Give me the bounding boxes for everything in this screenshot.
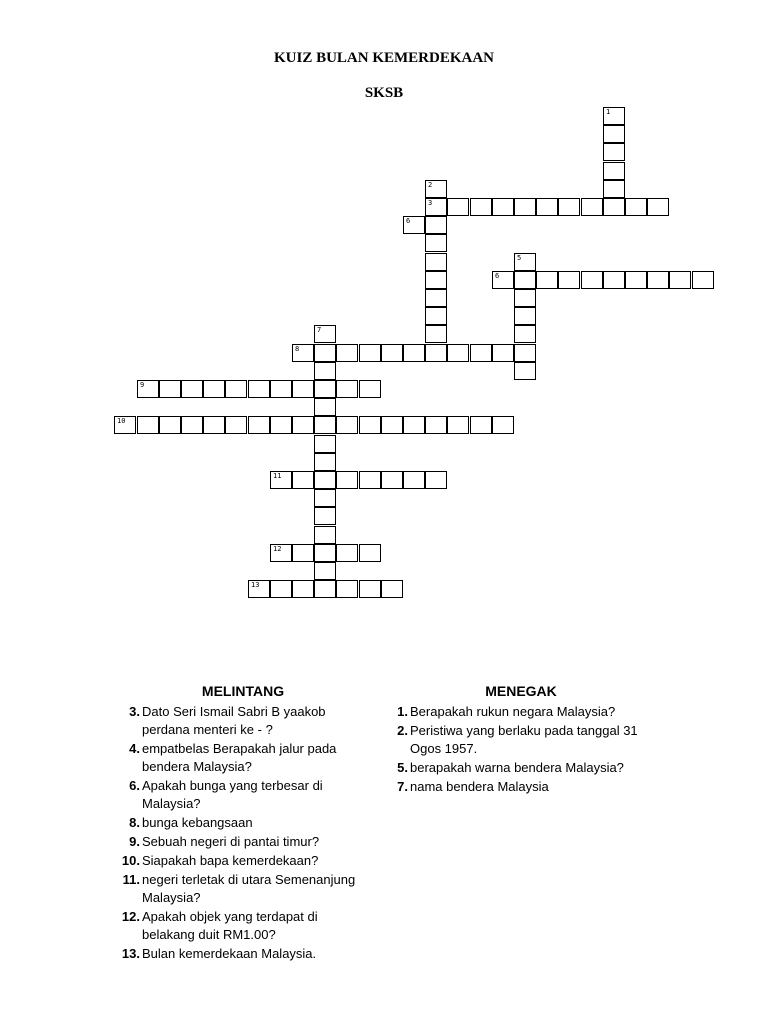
- clue-text: bunga kebangsaan: [142, 815, 253, 830]
- crossword-cell[interactable]: [248, 580, 270, 598]
- crossword-cell[interactable]: [225, 380, 247, 398]
- crossword-cell[interactable]: [314, 489, 336, 507]
- crossword-cell[interactable]: [603, 143, 625, 161]
- down-heading: MENEGAK: [485, 683, 557, 699]
- crossword-cell[interactable]: [359, 580, 381, 598]
- crossword-cell[interactable]: [425, 216, 447, 234]
- crossword-cell[interactable]: [536, 271, 558, 289]
- page-subtitle: SKSB: [364, 85, 404, 101]
- clue-item: [386, 703, 656, 721]
- crossword-cell[interactable]: [514, 253, 536, 271]
- clue-item: [118, 703, 368, 739]
- clue-number: 8.: [129, 815, 140, 830]
- crossword-cell[interactable]: [514, 325, 536, 343]
- cell-number: 13: [251, 581, 260, 589]
- cell-number: 1: [606, 108, 611, 116]
- crossword-cell[interactable]: [425, 234, 447, 252]
- crossword-cell[interactable]: [203, 380, 225, 398]
- crossword-cell[interactable]: [336, 344, 358, 362]
- crossword-cell[interactable]: [203, 416, 225, 434]
- crossword-cell[interactable]: [536, 198, 558, 216]
- crossword-cell[interactable]: [381, 416, 403, 434]
- crossword-cell[interactable]: [314, 325, 336, 343]
- crossword-cell[interactable]: [514, 198, 536, 216]
- clue-text: Berapakah rukun negara Malaysia?: [410, 704, 616, 719]
- crossword-cell[interactable]: [336, 544, 358, 562]
- clue-text: Apakah objek yang terdapat di belakang duit RM1.00?: [142, 909, 318, 942]
- crossword-cell[interactable]: [425, 325, 447, 343]
- crossword-cell[interactable]: [647, 271, 669, 289]
- crossword-cell[interactable]: [336, 380, 358, 398]
- crossword-cell[interactable]: [292, 544, 314, 562]
- crossword-cell[interactable]: [359, 471, 381, 489]
- clue-item: [118, 814, 368, 832]
- clue-number: 10.: [121, 853, 140, 868]
- clue-number: 11.: [122, 872, 140, 887]
- crossword-cell[interactable]: [492, 271, 514, 289]
- crossword-cell[interactable]: [314, 453, 336, 471]
- crossword-cell[interactable]: [425, 344, 447, 362]
- crossword-cell[interactable]: [270, 471, 292, 489]
- cell-number: 10: [117, 417, 126, 425]
- crossword-cell[interactable]: [314, 562, 336, 580]
- crossword-cell[interactable]: [403, 416, 425, 434]
- crossword-cell[interactable]: [381, 344, 403, 362]
- crossword-cell[interactable]: [314, 526, 336, 544]
- crossword-cell[interactable]: [425, 416, 447, 434]
- clue-number: 7.: [397, 779, 408, 794]
- crossword-cell[interactable]: [314, 380, 336, 398]
- clue-number: 2.: [397, 723, 408, 738]
- clue-number: 9.: [129, 834, 140, 849]
- clue-text: berapakah warna bendera Malaysia?: [410, 760, 624, 775]
- crossword-cell[interactable]: [558, 198, 580, 216]
- crossword-cell[interactable]: [514, 307, 536, 325]
- crossword-cell[interactable]: [425, 271, 447, 289]
- crossword-cell[interactable]: [425, 180, 447, 198]
- clue-number: 4.: [129, 741, 140, 756]
- cell-number: 12: [273, 545, 282, 553]
- page-title: KUIZ BULAN KEMERDEKAAN: [273, 50, 495, 66]
- crossword-cell[interactable]: [137, 416, 159, 434]
- crossword-cell[interactable]: [114, 416, 136, 434]
- clue-text: Siapakah bapa kemerdekaan?: [142, 853, 319, 868]
- crossword-cell[interactable]: [558, 271, 580, 289]
- crossword-cell[interactable]: [292, 471, 314, 489]
- crossword-cell[interactable]: [292, 416, 314, 434]
- across-clues: [118, 683, 368, 964]
- crossword-cell[interactable]: [292, 380, 314, 398]
- crossword-cell[interactable]: [314, 471, 336, 489]
- cell-number: 8: [295, 345, 300, 353]
- crossword-cell[interactable]: [669, 271, 691, 289]
- crossword-cell[interactable]: [603, 180, 625, 198]
- crossword-cell[interactable]: [336, 416, 358, 434]
- crossword-cell[interactable]: [603, 271, 625, 289]
- crossword-cell[interactable]: [581, 198, 603, 216]
- clue-text: nama bendera Malaysia: [410, 779, 549, 794]
- clue-item: [118, 945, 368, 963]
- crossword-cell[interactable]: [248, 416, 270, 434]
- crossword-cell[interactable]: [625, 198, 647, 216]
- clue-item: [118, 908, 368, 944]
- crossword-cell[interactable]: [270, 544, 292, 562]
- crossword-cell[interactable]: [603, 198, 625, 216]
- clue-text: Apakah bunga yang terbesar di Malaysia?: [142, 778, 323, 811]
- crossword-cell[interactable]: [336, 580, 358, 598]
- crossword-cell[interactable]: [581, 271, 603, 289]
- clue-number: 5.: [397, 760, 408, 775]
- crossword-cell[interactable]: [314, 416, 336, 434]
- clue-item: [118, 852, 368, 870]
- crossword-cell[interactable]: [470, 416, 492, 434]
- crossword-cell[interactable]: [314, 344, 336, 362]
- crossword-cell[interactable]: [270, 416, 292, 434]
- crossword-cell[interactable]: [514, 362, 536, 380]
- crossword-cell[interactable]: [270, 380, 292, 398]
- crossword-cell[interactable]: [381, 580, 403, 598]
- cell-number: 11: [273, 472, 282, 480]
- clue-item: [386, 778, 656, 796]
- clue-item: [118, 777, 368, 813]
- crossword-cell[interactable]: [225, 416, 247, 434]
- crossword-cell[interactable]: [514, 271, 536, 289]
- clue-number: 12.: [121, 909, 140, 924]
- crossword-cell[interactable]: [314, 398, 336, 416]
- clue-text: Peristiwa yang berlaku pada tanggal 31 Ogos 1957.: [410, 723, 638, 756]
- crossword-cell[interactable]: [425, 471, 447, 489]
- crossword-cell[interactable]: [514, 289, 536, 307]
- crossword-cell[interactable]: [137, 380, 159, 398]
- crossword-cell[interactable]: [425, 289, 447, 307]
- crossword-cell[interactable]: [447, 416, 469, 434]
- clue-text: Bulan kemerdekaan Malaysia.: [142, 946, 317, 961]
- clue-number: 13.: [121, 946, 140, 961]
- crossword-cell[interactable]: [647, 198, 669, 216]
- crossword-cell[interactable]: [359, 344, 381, 362]
- crossword-cell[interactable]: [425, 253, 447, 271]
- crossword-cell[interactable]: [314, 507, 336, 525]
- clue-item: [118, 740, 368, 776]
- clue-text: Dato Seri Ismail Sabri B yaakob perdana menteri ke - ?: [142, 704, 326, 737]
- cell-number: 3: [428, 199, 433, 207]
- clue-item: [118, 833, 368, 851]
- cell-number: 5: [517, 254, 522, 262]
- crossword-cell[interactable]: [359, 416, 381, 434]
- crossword-cell[interactable]: [336, 471, 358, 489]
- crossword-cell[interactable]: [603, 107, 625, 125]
- clue-item: [118, 871, 368, 907]
- crossword-cell[interactable]: [470, 198, 492, 216]
- crossword-cell[interactable]: [492, 344, 514, 362]
- clue-text: empatbelas Berapakah jalur pada bendera Malaysia?: [142, 741, 337, 774]
- crossword-cell[interactable]: [492, 198, 514, 216]
- crossword-cell[interactable]: [603, 125, 625, 143]
- across-heading: MELINTANG: [201, 683, 285, 699]
- down-clues: [386, 683, 656, 797]
- clue-number: 3.: [129, 704, 140, 719]
- crossword-cell[interactable]: [181, 380, 203, 398]
- crossword-cell[interactable]: [159, 416, 181, 434]
- crossword-cell[interactable]: [403, 471, 425, 489]
- clue-item: [386, 759, 656, 777]
- crossword-cell[interactable]: [447, 198, 469, 216]
- cell-number: 9: [140, 381, 145, 389]
- crossword-cell[interactable]: [403, 344, 425, 362]
- cell-number: 7: [317, 326, 322, 334]
- crossword-cell[interactable]: [359, 380, 381, 398]
- crossword-cell[interactable]: [314, 435, 336, 453]
- crossword-cell[interactable]: [425, 198, 447, 216]
- crossword-cell[interactable]: [314, 544, 336, 562]
- crossword-cell[interactable]: [181, 416, 203, 434]
- clue-text: negeri terletak di utara Semenanjung Malaysia?: [142, 872, 356, 905]
- crossword-cell[interactable]: [159, 380, 181, 398]
- crossword-cell[interactable]: [470, 344, 492, 362]
- clue-item: [386, 722, 656, 758]
- crossword-cell[interactable]: [692, 271, 714, 289]
- clue-text: Sebuah negeri di pantai timur?: [142, 834, 320, 849]
- crossword-cell[interactable]: [625, 271, 647, 289]
- cell-number: 6: [406, 217, 411, 225]
- crossword-cell[interactable]: [492, 416, 514, 434]
- crossword-cell[interactable]: [514, 344, 536, 362]
- clue-number: 6.: [129, 778, 140, 793]
- crossword-cell[interactable]: [292, 344, 314, 362]
- crossword-cell[interactable]: [381, 471, 403, 489]
- clue-number: 1.: [397, 704, 408, 719]
- crossword-cell[interactable]: [359, 544, 381, 562]
- crossword-cell[interactable]: [447, 344, 469, 362]
- crossword-cell[interactable]: [314, 580, 336, 598]
- crossword-cell[interactable]: [314, 362, 336, 380]
- crossword-cell[interactable]: [603, 162, 625, 180]
- cell-number: 6: [495, 272, 500, 280]
- crossword-cell[interactable]: [425, 307, 447, 325]
- crossword-cell[interactable]: [403, 216, 425, 234]
- crossword-cell[interactable]: [292, 580, 314, 598]
- crossword-cell[interactable]: [248, 380, 270, 398]
- crossword-cell[interactable]: [270, 580, 292, 598]
- cell-number: 2: [428, 181, 433, 189]
